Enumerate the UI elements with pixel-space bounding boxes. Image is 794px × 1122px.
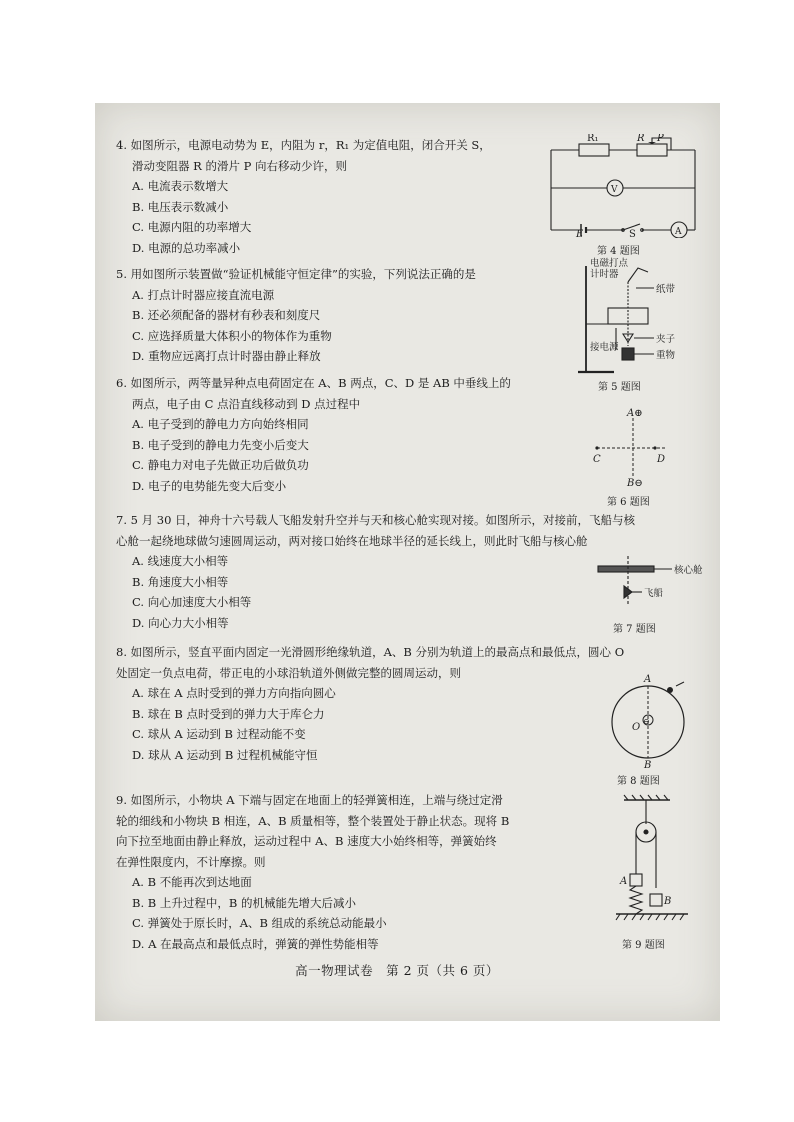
hand-shape (628, 268, 648, 282)
question-6-stem-line-2: 两点，电子由 C 点沿直线移动到 D 点过程中 (132, 396, 361, 411)
label-timer-line2: 计时器 (590, 269, 619, 280)
question-7-option-d: D. 向心力大小相等 (132, 615, 229, 630)
label-r1: R₁ (587, 134, 599, 144)
question-8-option-d: D. 球从 A 运动到 B 过程机械能守恒 (132, 747, 318, 762)
question-7-stem-line-1: 7. 5 月 30 日，神舟十六号载人飞船发射升空并与天和核心舱实现对接。如图所示，对接前，飞船与核 (116, 513, 636, 527)
question-8-option-c: C. 球从 A 运动到 B 过程动能不变 (132, 727, 306, 741)
question-8-stem-line-1: 8. 如图所示，竖直平面内固定一光滑圆形绝缘轨道，A、B 分别为轨道上的最高点和最低点，圆心 O (116, 645, 625, 659)
question-4-stem-line-1: 4. 如图所示，电源电动势为 E，内阻为 r，R₁ 为定值电阻，闭合开关 S， (116, 138, 491, 152)
figure-7-caption: 第 7 题图 (613, 624, 656, 635)
figure-6-caption: 第 6 题图 (607, 497, 650, 508)
question-6 (116, 373, 511, 496)
label-paper-tape: 纸带 (656, 284, 676, 295)
question-5-stem-line-1: 5. 用如图所示装置做“验证机械能守恒定律”的实验，下列说法正确的是 (116, 267, 476, 281)
label-clip: 夹子 (656, 334, 676, 345)
figure-9-caption: 第 9 题图 (622, 940, 665, 951)
question-5 (116, 264, 476, 367)
label-p: P (657, 134, 664, 144)
question-9-stem-line-4: 在弹性限度内，不计摩擦。则 (116, 854, 266, 869)
question-8-stem-line-2: 处固定一负点电荷，带正电的小球沿轨道外侧做完整的圆周运动，则 (116, 665, 461, 680)
block-b (650, 894, 662, 906)
charged-ball (667, 687, 673, 693)
label-point-d: D (657, 454, 666, 465)
question-6-option-c: C. 静电力对电子先做正功后做负功 (132, 458, 309, 472)
resistor-r1 (579, 144, 609, 156)
question-7-option-c: C. 向心加速度大小相等 (132, 595, 252, 609)
figure-8-caption: 第 8 题图 (617, 776, 660, 787)
question-5-option-b: B. 还必须配备的器材有秒表和刻度尺 (132, 308, 321, 322)
question-4-option-b: B. 电压表示数减小 (132, 199, 229, 214)
pulley-spring-diagram (614, 794, 704, 934)
question-5-option-a: A. 打点计时器应接直流电源 (132, 287, 275, 302)
question-9-stem-line-3: 向下拉至地面由静止释放，运动过程中 A、B 速度大小始终相等，弹簧始终 (116, 834, 497, 848)
label-v: V (611, 185, 618, 195)
label-charge-a: A⊕ (627, 408, 643, 419)
page-footer: 高一物理试卷 第 2 页（共 6 页） (295, 963, 499, 978)
label-s: S (629, 229, 636, 238)
point-charges-diagram (585, 404, 685, 490)
label-center-o: O (632, 722, 641, 733)
question-9-stem-line-2: 轮的细线和小物块 B 相连，A、B 质量相等，整个装置处于静止状态。现将 B (116, 813, 510, 828)
question-6-option-b: B. 电子受到的静电力先变小后变大 (132, 437, 309, 452)
circular-track-diagram (604, 670, 700, 770)
label-block-a: A (620, 876, 628, 887)
question-7-stem-line-2: 心舱一起绕地球做匀速圆周运动，两对接口始终在地球半径的延长线上，则此时飞船与核心舱 (116, 533, 588, 548)
label-e: E (576, 229, 584, 238)
label-a: A (675, 227, 682, 237)
question-8 (116, 642, 624, 765)
question-8-option-b: B. 球在 B 点时受到的弹力大于库仑力 (132, 706, 325, 721)
question-9-option-d: D. A 在最高点和最低点时，弹簧的弹性势能相等 (132, 936, 379, 951)
question-4-stem-line-2: 滑动变阻器 R 的滑片 P 向右移动少许，则 (132, 158, 348, 173)
experiment-apparatus (576, 254, 688, 374)
label-power: 接电源 (590, 342, 619, 353)
label-timer-line1: 电磁打点 (590, 258, 629, 269)
question-8-option-a: A. 球在 A 点时受到的弹力方向指向圆心 (132, 686, 336, 700)
question-5-option-c: C. 应选择质量大体积小的物体作为重物 (132, 328, 332, 343)
question-9-option-c: C. 弹簧处于原长时，A、B 组成的系统总动能最小 (132, 916, 387, 930)
weight-block (622, 348, 634, 360)
label-point-a: A (644, 674, 652, 685)
question-5-option-d: D. 重物应远离打点计时器由静止释放 (132, 349, 321, 363)
spring (630, 886, 642, 914)
question-9-option-b: B. B 上升过程中，B 的机械能先增大后减小 (132, 895, 356, 910)
question-9 (116, 790, 509, 954)
figure-4-caption: 第 4 题图 (597, 246, 640, 257)
rheostat-r (637, 144, 667, 156)
question-6-option-a: A. 电子受到的静电力方向始终相同 (132, 417, 309, 431)
question-6-stem-line-1: 6. 如图所示，两等量异种点电荷固定在 A、B 两点，C、D 是 AB 中垂线上的 (116, 376, 511, 390)
question-4-option-c: C. 电源内阻的功率增大 (132, 220, 252, 234)
label-charge-b: B⊖ (627, 478, 643, 489)
label-point-b: B (644, 760, 652, 770)
question-4-option-a: A. 电流表示数增大 (132, 179, 229, 193)
label-block-b: B (664, 896, 672, 907)
label-r: R (637, 134, 645, 144)
question-6-option-d: D. 电子的电势能先变大后变小 (132, 478, 287, 493)
question-9-option-a: A. B 不能再次到达地面 (132, 875, 252, 889)
figure-5-caption: 第 5 题图 (598, 382, 641, 393)
question-7 (116, 510, 635, 633)
question-7-option-b: B. 角速度大小相等 (132, 574, 229, 589)
spacecraft-diagram (594, 556, 704, 612)
label-spaceship: 飞船 (644, 588, 664, 599)
label-weight: 重物 (656, 350, 676, 361)
block-a (630, 874, 642, 886)
question-4 (116, 135, 491, 258)
question-9-stem-line-1: 9. 如图所示，小物块 A 下端与固定在地面上的轻弹簧相连，上端与绕过定滑 (116, 793, 503, 807)
circuit-diagram (545, 134, 705, 238)
label-minus: ⊖ (643, 717, 650, 726)
core-module (598, 566, 654, 572)
question-7-option-a: A. 线速度大小相等 (132, 554, 229, 568)
label-core-module: 核心舱 (674, 565, 703, 576)
question-4-option-d: D. 电源的总功率减小 (132, 240, 241, 255)
label-point-c: C (593, 454, 601, 465)
